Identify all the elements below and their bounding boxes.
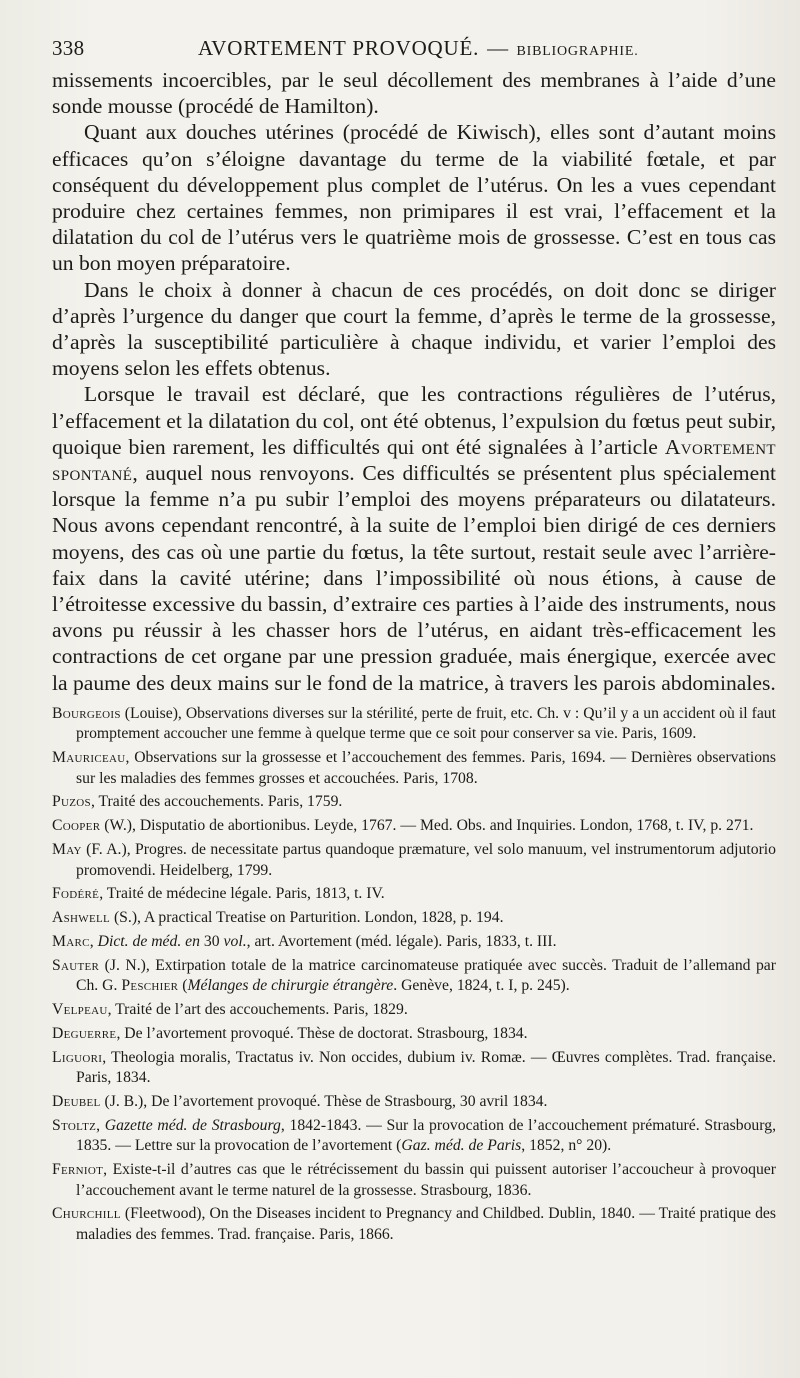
bib-entry <box>52 908 776 929</box>
bib-text: , Theologia moralis, Tractatus iv. Non occides, dubium iv. Romæ. — Œuvres complètes. Trad. française. Paris, 1834. <box>76 1048 776 1087</box>
bib-text-paren: ( <box>178 977 188 995</box>
bib-author: Bourgeois <box>52 704 121 722</box>
bib-author: Mauriceau <box>52 749 126 767</box>
bib-entry <box>52 1092 776 1113</box>
bib-entry <box>52 884 776 905</box>
bib-entry <box>52 1160 776 1201</box>
bib-entry <box>52 1204 776 1245</box>
bib-title-italic: vol. <box>223 932 247 950</box>
bib-translator: Peschier <box>121 977 179 995</box>
bib-text-tail: , 1852, n° 20). <box>521 1137 612 1155</box>
running-section: BIBLIOGRAPHIE. <box>516 44 639 59</box>
paragraph-4-text-a: Lorsque le travail est déclaré, que les contractions régulières de l’utérus, l’effacement et la dilatation du col, ont été obtenus, l’expulsion du fœtus peut subir, quoique bien rarement, les difficultés qui ont été signalées à l’article <box>52 382 776 459</box>
bib-text: , Traité de médecine légale. Paris, 1813, t. IV. <box>99 885 385 903</box>
bib-text: , Observations sur la grossesse et l’accouchement des femmes. Paris, 1694. — Dernières observations sur les maladies des femmes grosses et accouchées. Paris, 1708. <box>76 749 776 787</box>
bib-author: Ferniot <box>52 1161 104 1179</box>
bib-entry <box>52 704 776 745</box>
bib-author: Cooper <box>52 817 101 835</box>
bib-entry <box>52 748 776 789</box>
bib-text: (S.), A practical Treatise on Parturition. London, 1828, p. 194. <box>110 909 504 927</box>
bib-text-mid: 30 <box>200 932 224 950</box>
bib-author: Velpeau <box>52 1001 108 1019</box>
body-text <box>52 67 776 696</box>
bib-text: , Existe-t-il d’autres cas que le rétrécissement du bassin qui puissent autoriser l’accoucheur à provoquer l’accouchement avant le terme naturel de la grossesse. Strasbourg, 1836. <box>76 1161 776 1199</box>
bib-text-pre: , <box>89 932 98 950</box>
running-head <box>52 36 774 61</box>
bib-entry <box>52 956 776 997</box>
bib-author: Ashwell <box>52 909 111 927</box>
bib-author: Churchill <box>52 1205 121 1223</box>
bib-entry <box>52 1000 776 1021</box>
bib-author: Sauter <box>52 956 100 974</box>
paragraph-3: Dans le choix à donner à chacun de ces procédés, on doit donc se diriger d’après l’urgence du danger que court la femme, d’après le terme de la grossesse, d’après la susceptibilité particulière à chaque individu, et varier l’emploi des moyens selon les effets obtenus. <box>52 277 776 381</box>
header-separator: — <box>487 36 509 60</box>
bib-author: Marc <box>52 932 90 950</box>
bib-text: (F. A.), Progres. de necessitate partus quandoque præmature, vel solo manuum, vel instrumentorum adjutorio promovendi. Heidelberg, 1799. <box>76 841 776 879</box>
bib-entry <box>52 932 776 953</box>
bib-entry <box>52 816 776 837</box>
paragraph-1: missements incoercibles, par le seul décollement des membranes à l’aide d’une sonde mousse (procédé de Hamilton). <box>52 68 776 119</box>
bib-text: (J. N.), Extirpation totale de la matrice carcinomateuse pratiquée avec succès. Traduit de l’allemand par Ch. G. <box>76 956 776 995</box>
bib-text-pre: , <box>96 1116 105 1134</box>
bib-title-italic: Gazette méd. de Strasbourg <box>104 1116 281 1134</box>
page-number: 338 <box>52 36 85 60</box>
bib-text: , 1842-1843. — Sur la provocation de l’accouchement prématuré. Strasbourg, 1835. — Lettre sur la provocation de l’avortement ( <box>76 1116 776 1155</box>
bib-author: May <box>52 841 82 859</box>
bib-author: Deubel <box>52 1092 101 1110</box>
bib-entry <box>52 1024 776 1045</box>
bib-author: Puzos <box>52 793 91 811</box>
cross-reference-smallcaps: Avortement spontané <box>52 434 776 486</box>
bib-text: (Fleetwood), On the Diseases incident to Pregnancy and Childbed. Dublin, 1840. — Traité pratique des maladies des femmes. Trad. française. Paris, 1866. <box>76 1205 776 1243</box>
paragraph-2: Quant aux douches utérines (procédé de Kiwisch), elles sont d’autant moins efficaces qu’on s’éloigne davantage du terme de la viabilité fœtale, et par conséquent du développement plus complet de l’utérus. On les a vues cependant produire chez certaines femmes, non primipares il est vrai, l’effacement et la dilatation du col de l’utérus vers le quatrième mois de grossesse. C’est en tous cas un bon moyen préparatoire. <box>52 120 776 276</box>
bibliography <box>52 704 776 1245</box>
bib-author: Liguori <box>52 1048 103 1066</box>
bib-text: , art. Avortement (méd. légale). Paris, 1833, t. III. <box>246 932 557 950</box>
bib-text-tail: . Genève, 1824, t. I, p. 245). <box>393 977 570 995</box>
bib-title-italic: Gaz. méd. de Paris <box>401 1137 522 1155</box>
bib-entry <box>52 1048 776 1089</box>
bib-author: Stoltz <box>52 1116 97 1134</box>
paragraph-4-text-b: , auquel nous renvoyons. Ces difficultés se présentent plus spécialement lorsque la femme n’a pu subir l’emploi des moyens préparateurs ou dilatateurs. Nous avons cependant rencontré, à la suite de l’emploi bien dirigé de ces derniers moyens, des cas où une partie du fœtus, la tête surtout, restait seule avec l’arrière-faix dans la cavité utérine; dans l’impossibilité où nous étions, à cause de l’étroitesse excessive du bassin, d’extraire ces parties à l’aide des instruments, nous avons pu réussir à les chasser hors de l’utérus, en aidant très-efficacement les contractions de cet organe par une pression graduée, mais énergique, exercée avec la paume des deux mains sur le fond de la matrice, à travers les parois abdominales. <box>52 461 776 695</box>
bib-author: Deguerre <box>52 1024 117 1042</box>
bib-author: Fodéré <box>52 885 100 903</box>
bib-text: (Louise), Observations diverses sur la stérilité, perte de fruit, etc. Ch. v : Qu’il y a un accident où il faut promptement accoucher une femme à quelque terme que ce soit pour conserver sa vie. Paris, 1609. <box>76 704 776 743</box>
bib-text: , Traité de l’art des accouchements. Paris, 1829. <box>107 1001 408 1019</box>
paragraph-4 <box>52 381 776 695</box>
bib-entry <box>52 792 776 813</box>
bib-text: (J. B.), De l’avortement provoqué. Thèse de Strasbourg, 30 avril 1834. <box>100 1092 548 1110</box>
bib-title-italic: Dict. de méd. en <box>97 932 200 950</box>
bib-text: , Traité des accouchements. Paris, 1759. <box>90 793 343 811</box>
bib-entry <box>52 840 776 881</box>
bib-title-italic: Mélanges de chirurgie étrangère <box>187 977 394 995</box>
running-title: AVORTEMENT PROVOQUÉ. <box>198 36 480 60</box>
bib-text: (W.), Disputatio de abortionibus. Leyde, 1767. — Med. Obs. and Inquiries. London, 1768, t. IV, p. 271. <box>100 817 754 835</box>
bib-entry <box>52 1116 776 1157</box>
bib-text: , De l’avortement provoqué. Thèse de doctorat. Strasbourg, 1834. <box>116 1024 528 1042</box>
